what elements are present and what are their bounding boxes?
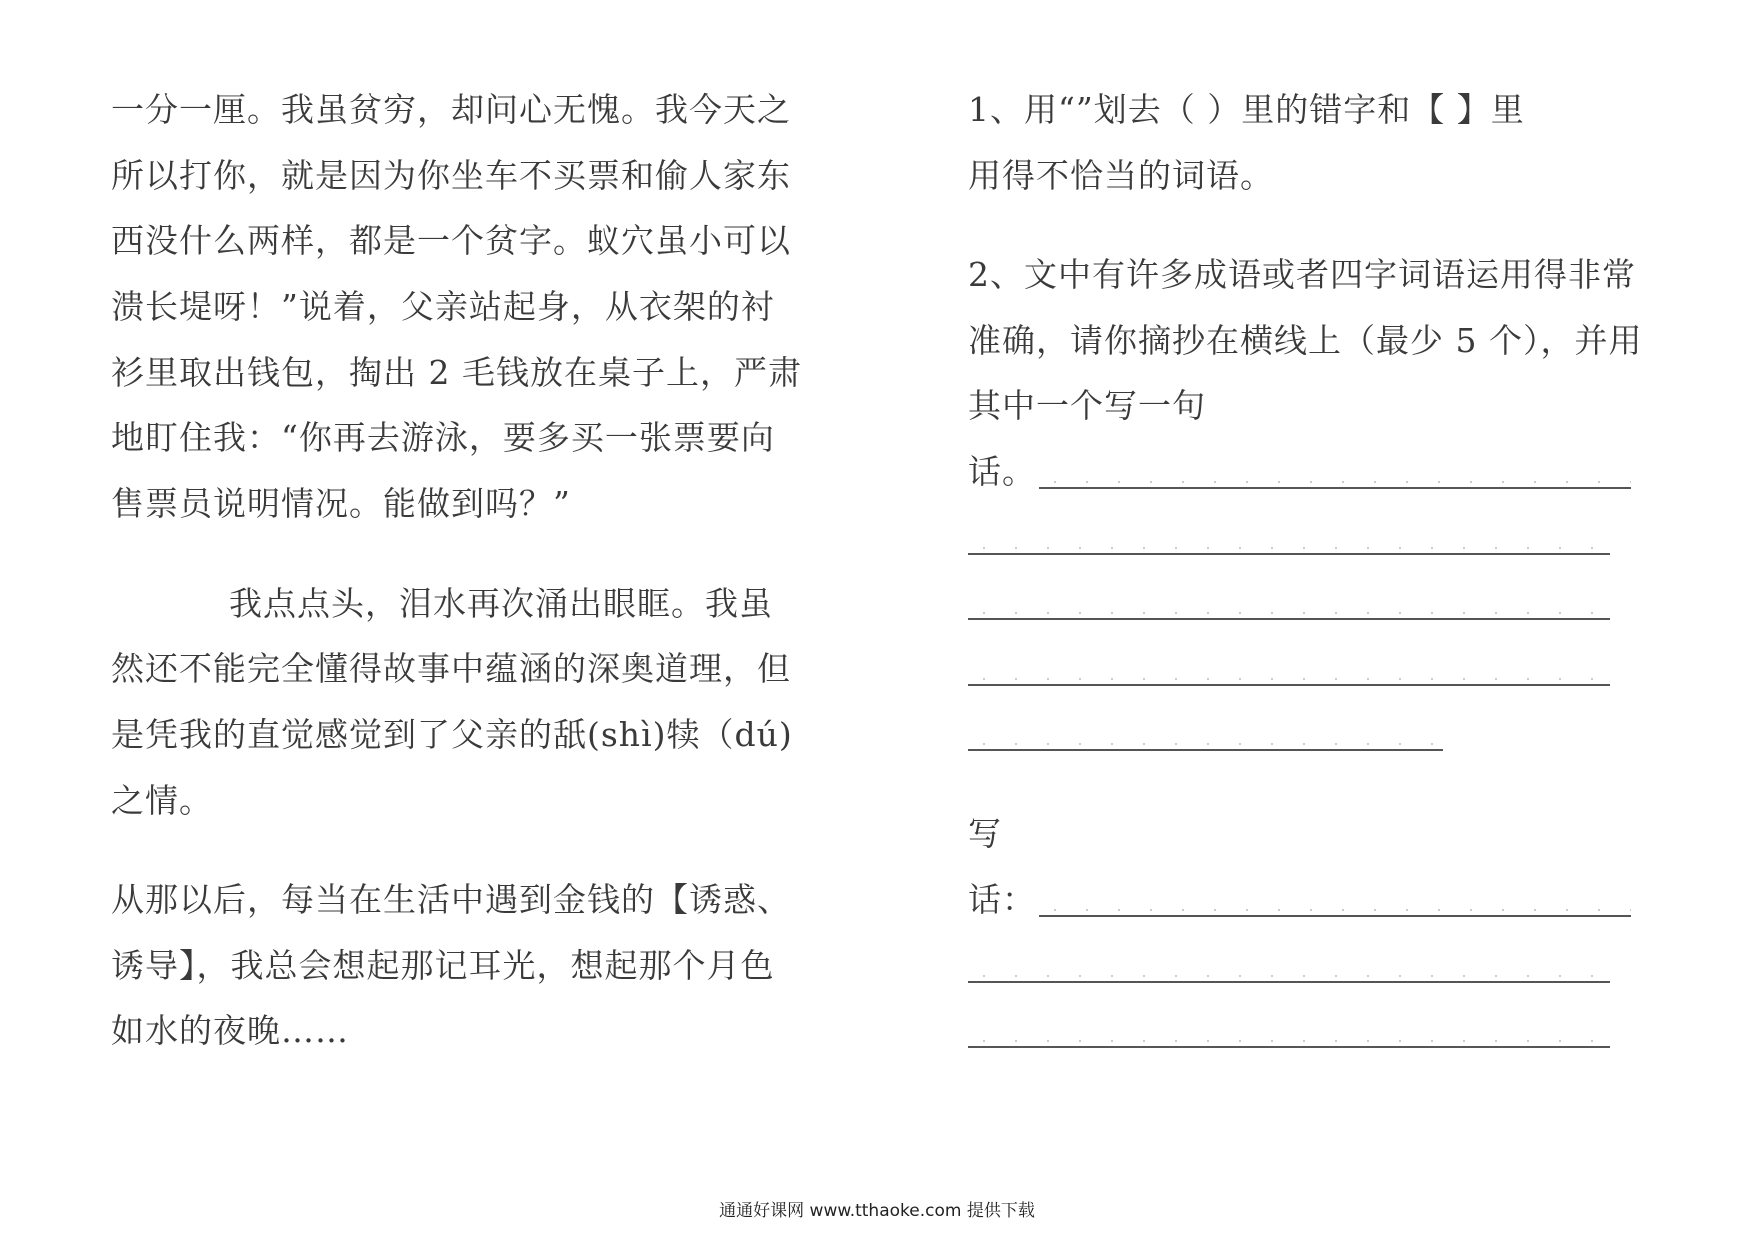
passage-line: 地盯住我：“你再去游泳，要多买一张票要向: [111, 418, 775, 457]
answer-line[interactable]: [968, 749, 1443, 751]
answer-line[interactable]: [968, 684, 1610, 686]
write-label: 话：: [968, 880, 1036, 919]
answer-line[interactable]: [968, 553, 1610, 555]
question-1-line: 1、用“”划去（ ）里的错字和【 】里: [968, 90, 1525, 129]
passage-line: 一分一厘。我虽贫穷，却问心无愧。我今天之: [111, 90, 791, 129]
paragraph-2-line: 我点点头，泪水再次涌出眼眶。我虽: [229, 584, 773, 623]
passage-line: 售票员说明情况。能做到吗？”: [111, 484, 571, 523]
writing-line[interactable]: [968, 981, 1610, 983]
question-2-line: 准确，请你摘抄在横线上（最少 5 个），并用: [968, 321, 1643, 360]
paragraph-3-line: 如水的夜晚……: [111, 1011, 349, 1050]
paragraph-2-line: 是凭我的直觉感觉到了父亲的舐(shì)犊（dú): [111, 715, 793, 754]
passage-line: 所以打你，就是因为你坐车不买票和偷人家东: [111, 156, 791, 195]
footer-credit: 通通好课网 www.tthaoke.com 提供下载: [719, 1201, 1035, 1221]
passage-line: 西没什么两样，都是一个贫字。蚁穴虽小可以: [111, 221, 791, 260]
question-1-line: 用得不恰当的词语。: [968, 156, 1274, 195]
paragraph-2-line: 然还不能完全懂得故事中蕴涵的深奥道理，但: [111, 649, 791, 688]
paragraph-3-line: 诱导】，我总会想起那记耳光，想起那个月色: [111, 946, 775, 985]
write-label: 写: [968, 814, 1002, 853]
writing-line[interactable]: [1039, 915, 1631, 917]
writing-line[interactable]: [968, 1046, 1610, 1048]
passage-line: 衫里取出钱包，掏出 2 毛钱放在桌子上，严肃: [111, 353, 802, 392]
answer-line[interactable]: [968, 618, 1610, 620]
answer-line[interactable]: [1039, 487, 1631, 489]
question-2-line: 2、文中有许多成语或者四字词语运用得非常: [968, 255, 1636, 294]
paragraph-2-line: 之情。: [111, 781, 213, 820]
passage-line: 溃长堤呀！”说着，父亲站起身，从衣架的衬: [111, 287, 775, 326]
question-2-line: 其中一个写一句: [968, 386, 1206, 425]
question-2-line: 话。: [968, 452, 1036, 491]
paragraph-3-line: 从那以后，每当在生活中遇到金钱的【诱惑、: [111, 880, 791, 919]
